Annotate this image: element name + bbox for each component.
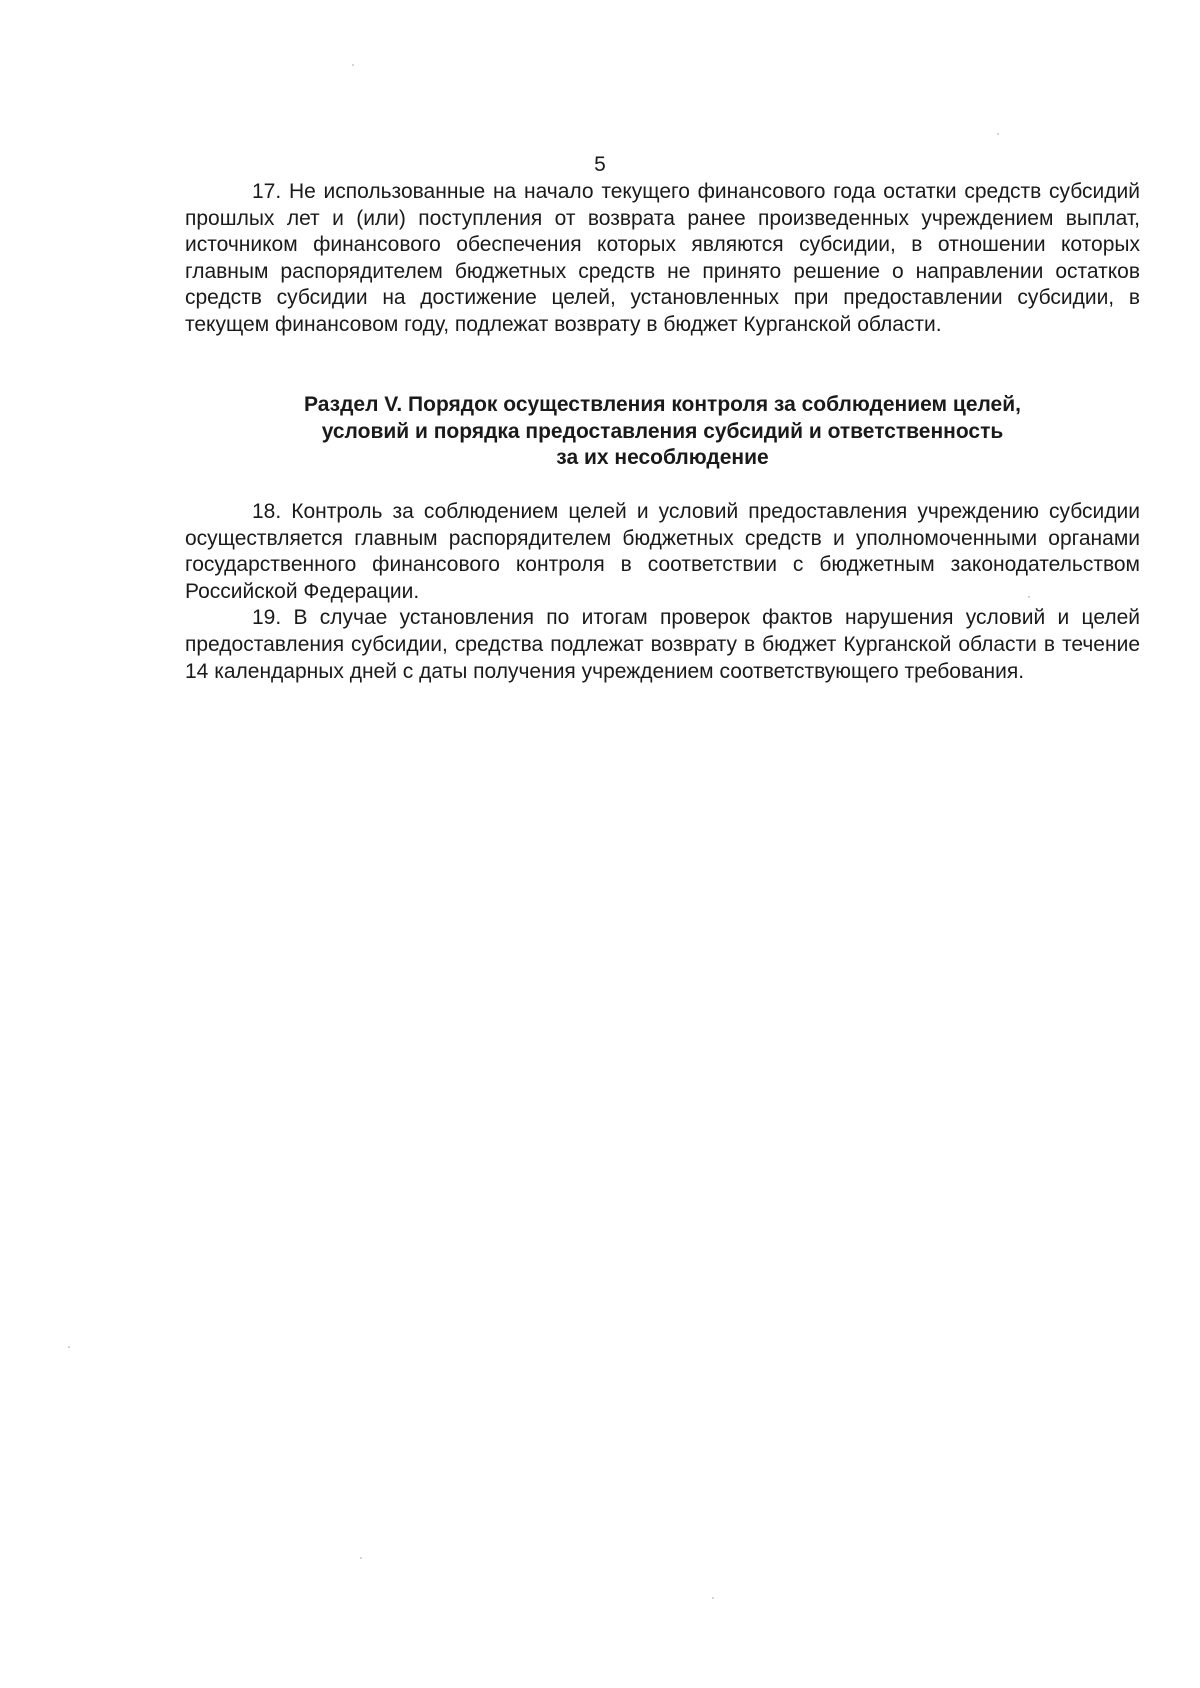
section-heading-line: за их несоблюдение [556,446,769,470]
scan-speck [360,1557,362,1559]
scan-speck [1028,596,1030,598]
scan-speck [997,133,999,135]
paragraph-17: 17. Не использованные на начало текущего финансового года остатки средств субсидий прошлых лет и (или) поступления от возврата ранее произведенных учреждением выплат, источником финансового обеспечения которых являются субсидии, в отношении которых главным распорядителем бюджетных средств не принято решение о направлении остатков средств субсидии на достижение целей, установленных при предоставлении субсидии, в текущем финансовом году, подлежат возврату в бюджет Курганской области. [185,180,1140,336]
section-heading-line: Раздел V. Порядок осуществления контроля за соблюдением целей, [304,393,1021,416]
paragraphs-after-section [185,499,1140,685]
page-number: 5 [594,153,606,176]
scan-speck [352,64,354,66]
paragraphs-before-section [185,179,1140,339]
section-heading [185,392,1140,472]
paragraph-18: 18. Контроль за соблюдением целей и условий предоставления учреждению субсидии осуществляется главным распорядителем бюджетных средств и уполномоченными органами государственного финансового контроля в соответствии с бюджетным законодательством Российской Федерации. [185,500,1140,603]
scan-speck [68,1346,70,1348]
section-heading-line: условий и порядка предоставления субсидий и ответственность [321,419,1004,443]
scan-speck [712,1597,714,1599]
paragraph-19: 19. В случае установления по итогам проверок фактов нарушения условий и целей предоставления субсидии, средства подлежат возврату в бюджет Курганской области в течение 14 календарных дней с даты получения учреждением соответствующего требования. [185,606,1140,683]
